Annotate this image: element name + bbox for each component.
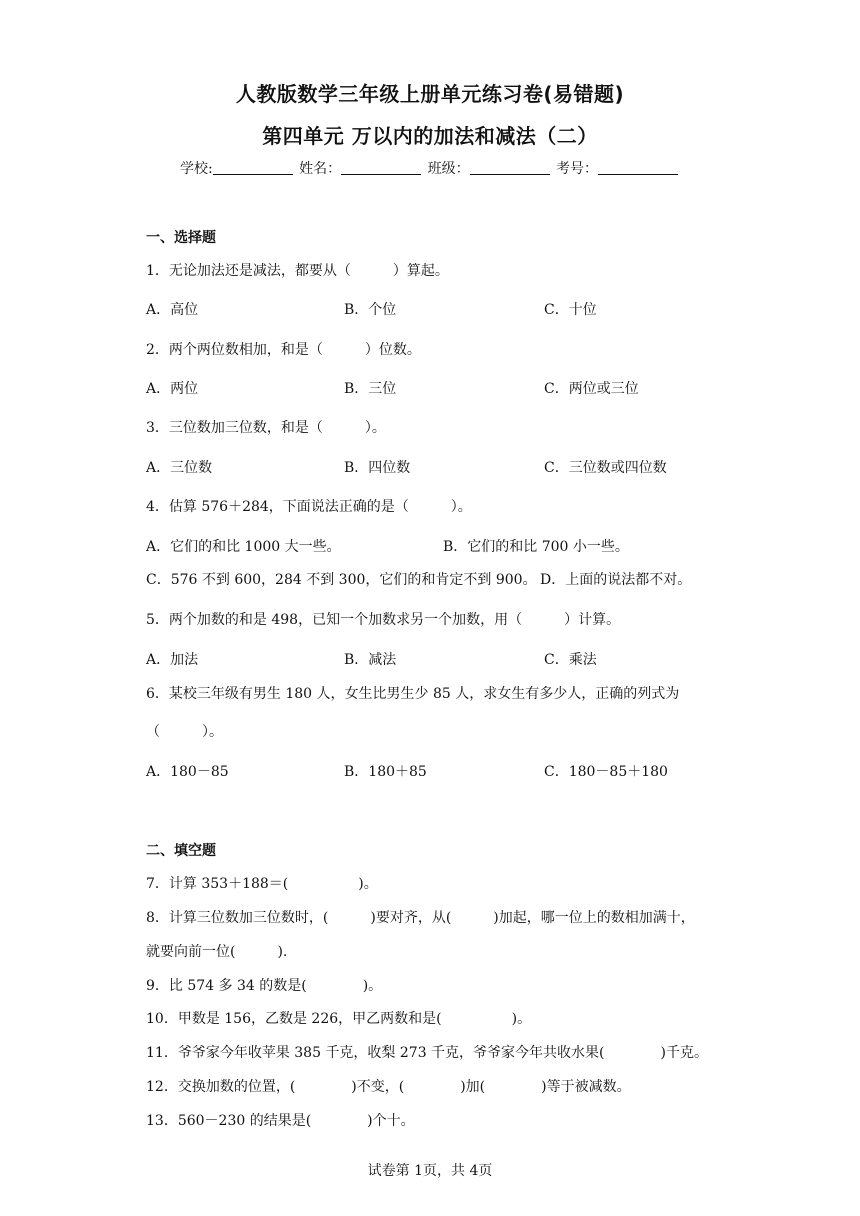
q5-option-a: A．加法: [146, 652, 199, 668]
q5-option-c: C．乘法: [544, 652, 597, 668]
exam-number-blank[interactable]: [598, 160, 678, 175]
name-blank[interactable]: [341, 160, 421, 175]
q1-option-c: C．十位: [544, 302, 597, 318]
school-label: 学校:: [179, 161, 213, 177]
name-label: 姓名：: [299, 161, 342, 177]
q2-option-a: A．两位: [146, 381, 199, 397]
q1-option-a: A．高位: [146, 302, 199, 318]
section-heading-choice: 一、选择题: [146, 230, 216, 246]
question-8: 8．计算三位数加三位数时，( )要对齐，从( )加起，哪一位上的数相加满十，: [146, 910, 695, 926]
question-12: 12．交换加数的位置，( )不变，( )加( )等于被减数。: [146, 1079, 631, 1095]
student-info-line: [0, 158, 860, 178]
q4-option-a: A．它们的和比 1000 大一些。: [146, 539, 341, 555]
question-6: 6．某校三年级有男生 180 人，女生比男生少 85 人，求女生有多少人，正确的列式为: [146, 686, 680, 702]
exam-number-label: 考号：: [556, 161, 599, 177]
exam-title: 人教版数学三年级上册单元练习卷(易错题): [235, 82, 625, 106]
question-9: 9．比 574 多 34 的数是( )。: [146, 978, 383, 994]
section-heading-fill-blank: 二、填空题: [146, 843, 216, 859]
q6-option-c: C．180－85＋180: [544, 764, 668, 780]
question-8-continued: 就要向前一位( ).: [146, 944, 288, 960]
question-2: 2．两个两位数相加，和是（ ）位数。: [146, 342, 421, 358]
q3-option-b: B．四位数: [344, 460, 411, 476]
question-13: 13．560－230 的结果是( )个十。: [146, 1113, 415, 1129]
q6-option-b: B．180＋85: [344, 764, 427, 780]
question-7: 7．计算 353＋188＝( )。: [146, 876, 378, 892]
q3-option-a: A．三位数: [146, 460, 213, 476]
question-4: 4．估算 576＋284，下面说法正确的是（ ）。: [146, 499, 472, 515]
question-5: 5．两个加数的和是 498，已知一个加数求另一个加数，用（ ）计算。: [146, 612, 621, 628]
question-1: 1．无论加法还是减法，都要从（ ）算起。: [146, 263, 449, 279]
question-11: 11．爷爷家今年收苹果 385 千克，收梨 273 千克，爷爷家今年共收水果( )千克。: [146, 1045, 708, 1061]
q4-option-d: D．上面的说法都不对。: [540, 572, 692, 588]
school-blank[interactable]: [213, 160, 293, 175]
question-6-continued: （ ）。: [146, 724, 223, 740]
page-footer: 试卷第 1页，共 4页: [367, 1163, 493, 1179]
question-10: 10．甲数是 156，乙数是 226，甲乙两数和是( )。: [146, 1011, 532, 1027]
q4-option-c: C．576 不到 600，284 不到 300，它们的和肯定不到 900。: [146, 572, 537, 588]
q5-option-b: B．减法: [344, 652, 397, 668]
q2-option-b: B．三位: [344, 381, 397, 397]
q6-option-a: A．180－85: [146, 764, 229, 780]
question-3: 3．三位数加三位数，和是（ ）。: [146, 420, 386, 436]
q4-option-b: B．它们的和比 700 小一些。: [443, 539, 629, 555]
class-label: 班级：: [427, 161, 470, 177]
q3-option-c: C．三位数或四位数: [544, 460, 667, 476]
class-blank[interactable]: [470, 160, 550, 175]
unit-title: 第四单元 万以内的加法和减法（二）: [262, 124, 598, 148]
q2-option-c: C．两位或三位: [544, 381, 639, 397]
q1-option-b: B．个位: [344, 302, 397, 318]
